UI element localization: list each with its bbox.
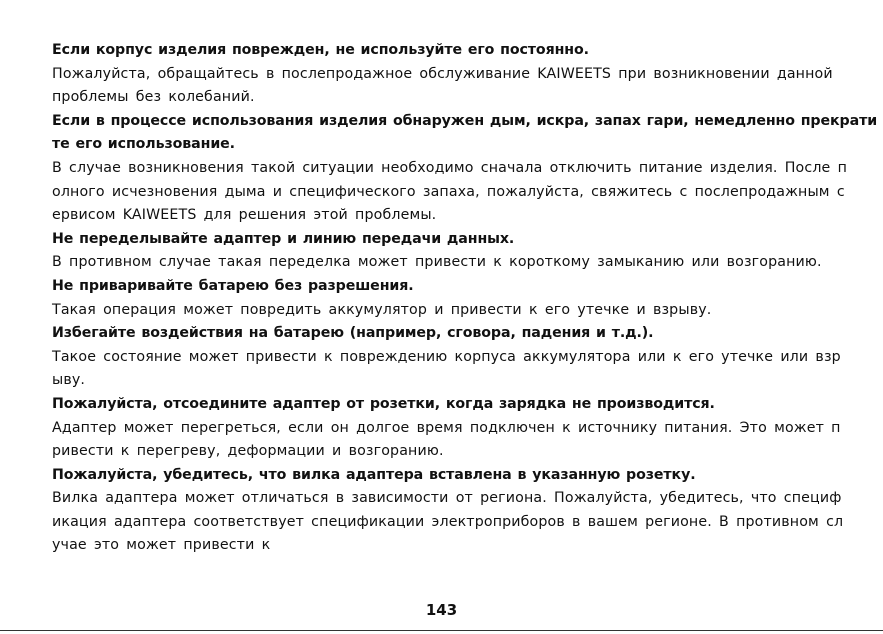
paragraph-text: олного исчезновения дыма и специфического запаха, пожалуйста, свяжитесь с послепродажным с — [52, 183, 845, 200]
heading-no-modification: Не переделывайте адаптер и линию передачи данных. — [52, 230, 515, 247]
bottom-divider — [0, 630, 883, 631]
heading-avoid-impact: Избегайте воздействия на батарею (например, сговора, падения и т.д.). — [52, 325, 654, 342]
heading-smoke-spark-cont: те его использование. — [52, 136, 235, 153]
paragraph-text: Адаптер может перегреться, если он долгое время подключен к источнику питания. Это может п — [52, 419, 841, 436]
paragraph-text: Такая операция может повредить аккумулятор и привести к его утечке и взрыву. — [52, 301, 712, 318]
paragraph-text: ривести к перегреву, деформации и возгоранию. — [52, 443, 444, 460]
heading-damaged-housing: Если корпус изделия поврежден, не используйте его постоянно. — [52, 42, 589, 58]
paragraph-text: проблемы без колебаний. — [52, 89, 255, 106]
heading-correct-socket: Пожалуйста, убедитесь, что вилка адаптера вставлена в указанную розетку. — [52, 466, 696, 483]
paragraph-text: В противном случае такая переделка может привести к короткому замыканию или возгоранию. — [52, 254, 822, 271]
heading-smoke-spark: Если в процессе использования изделия обнаружен дым, искра, запах гари, немедленно прекрати — [52, 112, 878, 129]
paragraph-text: В случае возникновения такой ситуации необходимо сначала отключить питание изделия. После п — [52, 159, 848, 176]
paragraph-text: ервисом KAIWEETS для решения этой проблемы. — [52, 207, 437, 224]
paragraph-text: икация адаптера соответствует спецификации электроприборов в вашем регионе. В противном сл — [52, 513, 844, 530]
paragraph-text: Пожалуйста, обращайтесь в послепродажное обслуживание KAIWEETS при возникновении данной — [52, 65, 833, 82]
paragraph-text: учае это может привести к — [52, 537, 271, 554]
heading-unplug-adapter: Пожалуйста, отсоедините адаптер от розетки, когда зарядка не производится. — [52, 395, 715, 412]
paragraph-text: Такое состояние может привести к повреждению корпуса аккумулятора или к его утечке или взр — [52, 348, 841, 365]
page-content — [52, 39, 878, 558]
paragraph-text: Вилка адаптера может отличаться в зависимости от региона. Пожалуйста, убедитесь, что специф — [52, 490, 842, 507]
page-number: 143 — [425, 601, 458, 619]
paragraph-text: ыву. — [52, 372, 86, 389]
heading-no-welding: Не приваривайте батарею без разрешения. — [52, 277, 414, 294]
